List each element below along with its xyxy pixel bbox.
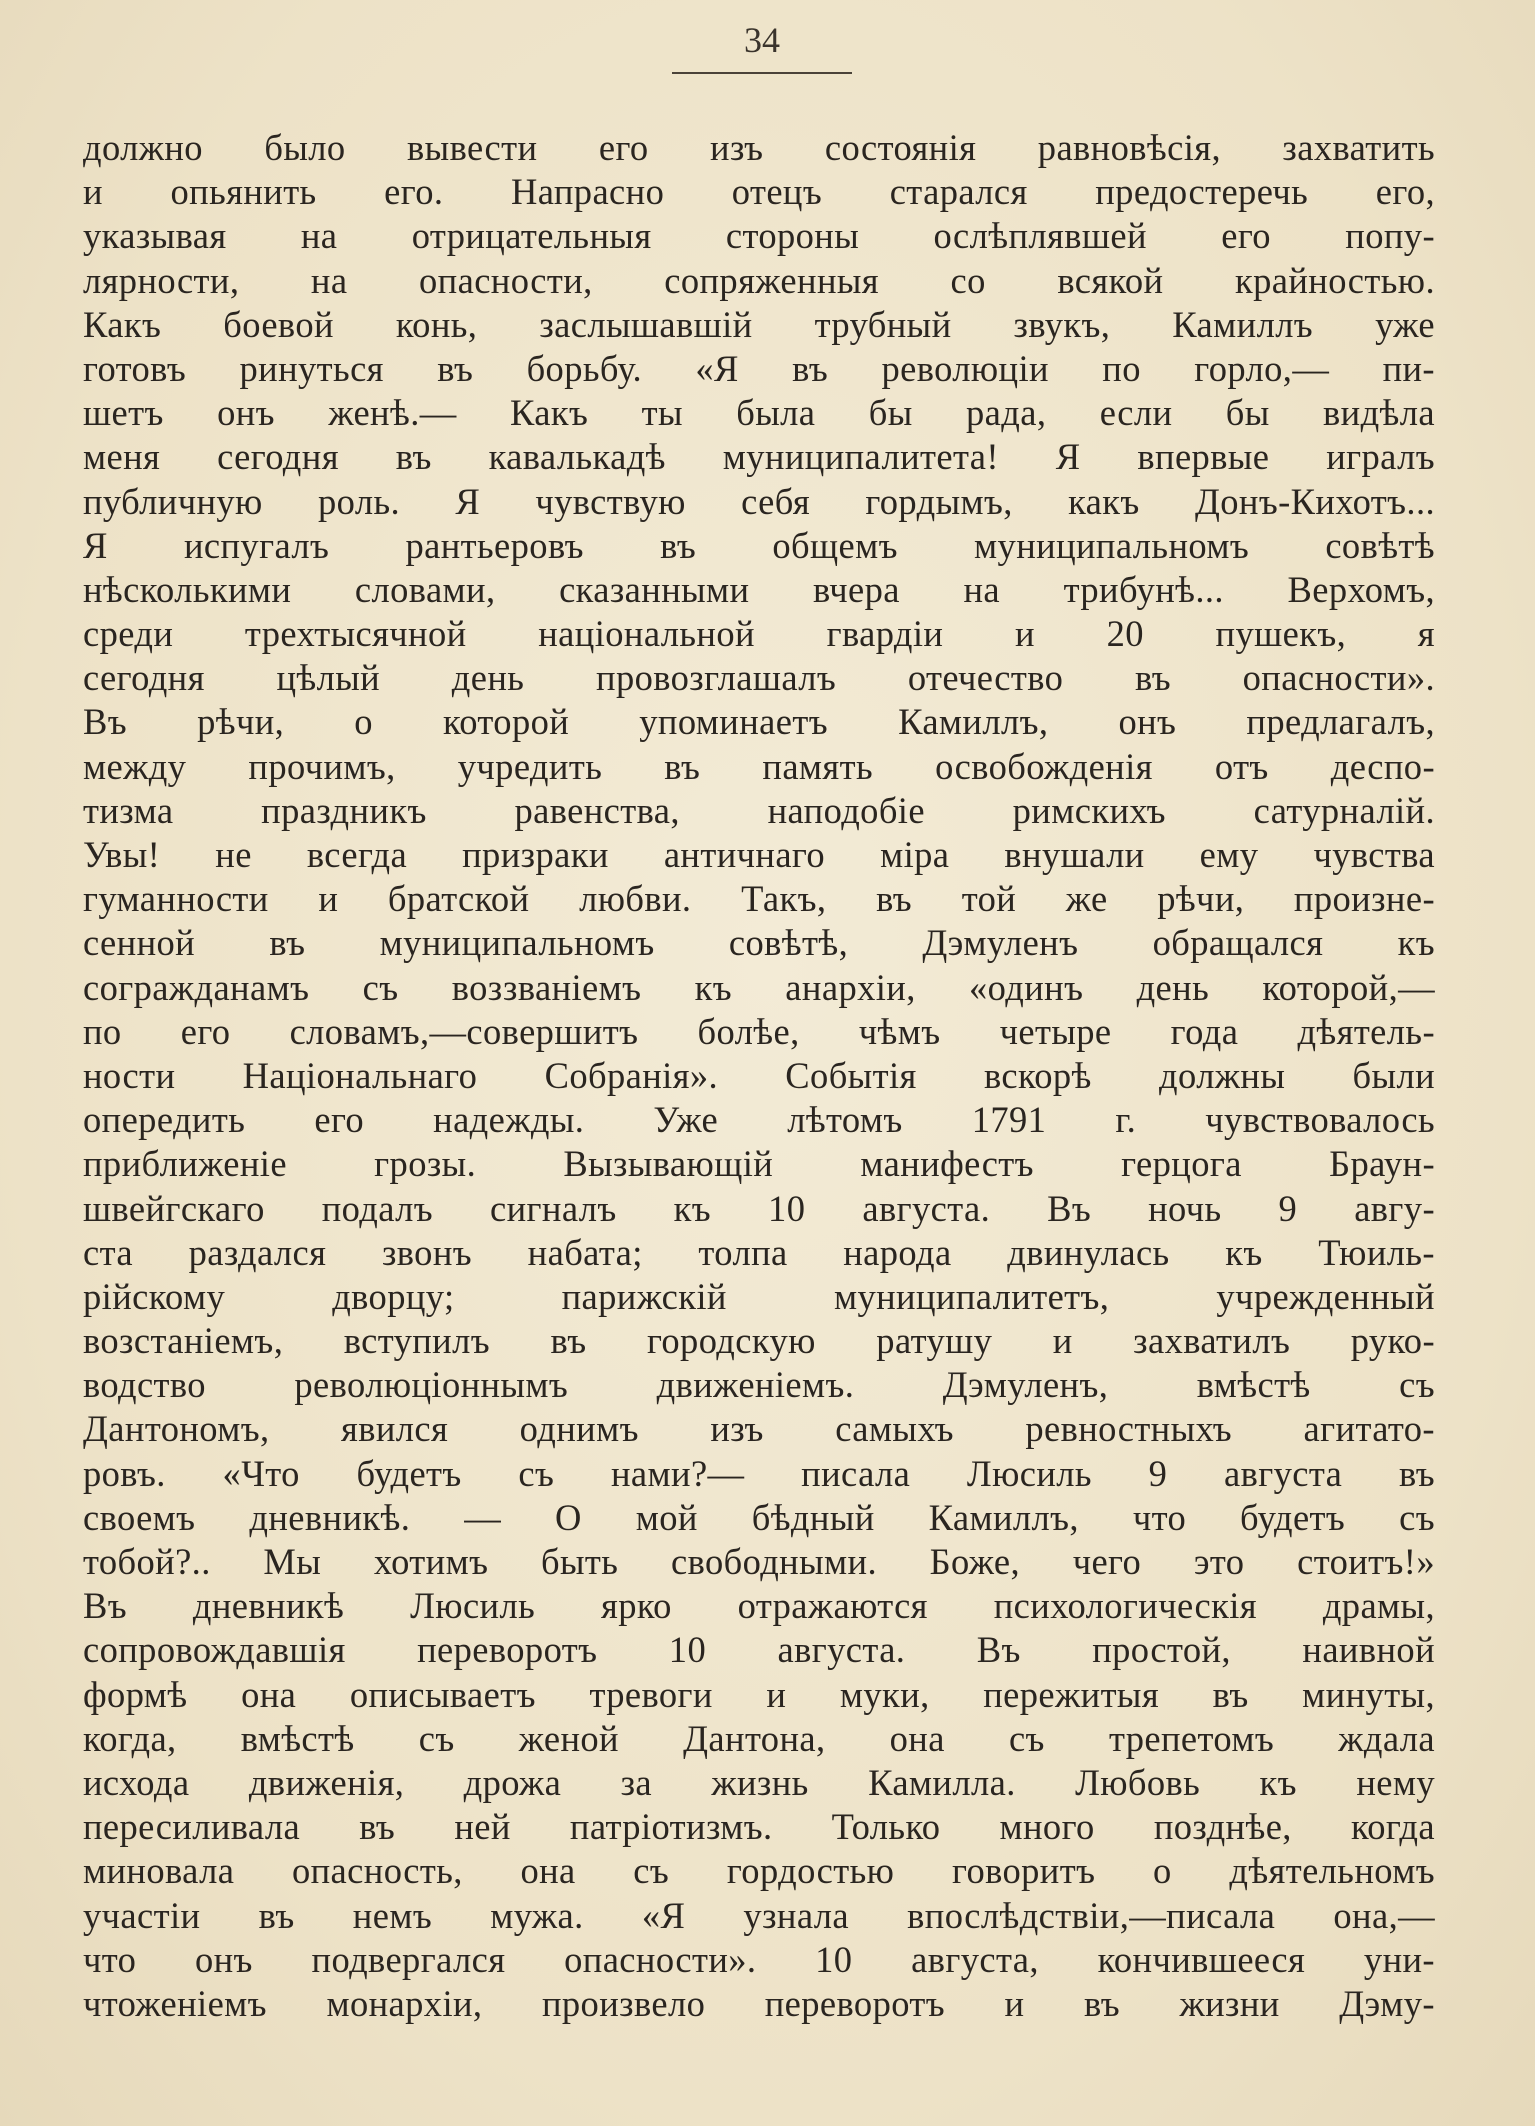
text-line: Какъ боевой конь, заслышавшій трубный звукъ, Камиллъ уже <box>83 303 1435 345</box>
text-line: среди трехтысячной національной гвардіи и 20 пушекъ, я <box>83 613 1435 655</box>
text-line: по его словамъ,—совершитъ болѣе, чѣмъ четыре года дѣятель- <box>83 1010 1435 1052</box>
body-text <box>83 126 1435 2026</box>
text-line: ста раздался звонъ набата; толпа народа двинулась къ Тюиль- <box>83 1231 1435 1273</box>
text-line: когда, вмѣстѣ съ женой Дантона, она съ трепетомъ ждала <box>83 1717 1435 1759</box>
text-line: должно было вывести его изъ состоянія равновѣсія, захватить <box>83 127 1435 168</box>
text-line: нѣсколькими словами, сказанными вчера на трибунѣ... Верхомъ, <box>83 568 1435 610</box>
text-line: готовъ ринуться въ борьбу. «Я въ революціи по горло,— пи- <box>83 347 1435 389</box>
text-line: сегодня цѣлый день провозглашалъ отечество въ опасности». <box>83 657 1435 699</box>
text-line: рійскому дворцу; парижскій муниципалитетъ, учрежденный <box>83 1275 1435 1317</box>
text-line: и опьянить его. Напрасно отецъ старался предостеречь его, <box>83 171 1435 213</box>
text-line: Въ дневникѣ Люсиль ярко отражаются психологическія драмы, <box>83 1585 1435 1627</box>
text-line: опередить его надежды. Уже лѣтомъ 1791 г. чувствовалось <box>83 1099 1435 1141</box>
text-line: исхода движенія, дрожа за жизнь Камилла. Любовь къ нему <box>83 1761 1435 1803</box>
text-line: формѣ она описываетъ тревоги и муки, пережитыя въ минуты, <box>83 1673 1435 1715</box>
text-line: Дантономъ, явился однимъ изъ самыхъ ревностныхъ агитато- <box>83 1408 1435 1450</box>
text-line: сенной въ муниципальномъ совѣтѣ, Дэмуленъ обращался къ <box>83 922 1435 964</box>
text-line: приближеніе грозы. Вызывающій манифестъ герцога Браун- <box>83 1143 1435 1185</box>
text-line: Я испугалъ рантьеровъ въ общемъ муниципальномъ совѣтѣ <box>83 524 1435 566</box>
text-line: швейгскаго подалъ сигналъ къ 10 августа. Въ ночь 9 авгу- <box>83 1187 1435 1229</box>
page-number: 34 <box>744 20 780 60</box>
text-line: Увы! не всегда призраки античнаго міра внушали ему чувства <box>83 834 1435 875</box>
text-line: шетъ онъ женѣ.— Какъ ты была бы рада, если бы видѣла <box>83 392 1435 434</box>
text-line: своемъ дневникѣ. — О мой бѣдный Камиллъ, что будетъ съ <box>83 1496 1435 1538</box>
text-line: миновала опасность, она съ гордостью говоритъ о дѣятельномъ <box>83 1850 1435 1892</box>
text-line: публичную роль. Я чувствую себя гордымъ, какъ Донъ-Кихотъ... <box>83 480 1435 522</box>
text-line: Въ рѣчи, о которой упоминаетъ Камиллъ, онъ предлагалъ, <box>83 701 1435 743</box>
text-line: указывая на отрицательныя стороны ослѣплявшей его попу- <box>83 215 1435 257</box>
text-line: между прочимъ, учредить въ память освобожденія отъ деспо- <box>83 745 1435 787</box>
text-line: согражданамъ съ воззваніемъ къ анархіи, «одинъ день которой,— <box>83 966 1435 1008</box>
text-line: ности Національнаго Собранія». Событія вскорѣ должны были <box>83 1054 1435 1096</box>
text-line: сопровождавшія переворотъ 10 августа. Въ простой, наивной <box>83 1629 1435 1671</box>
text-line: ровъ. «Что будетъ съ нами?— писала Люсиль 9 августа въ <box>83 1452 1435 1494</box>
text-line: тобой?.. Мы хотимъ быть свободными. Боже, чего это стоитъ!» <box>83 1541 1435 1582</box>
page-number-rule <box>672 72 852 74</box>
text-line: тизма праздникъ равенства, наподобіе римскихъ сатурналій. <box>83 789 1435 831</box>
text-line: лярности, на опасности, сопряженныя со всякой крайностью. <box>83 259 1435 301</box>
text-line: меня сегодня въ кавалькадѣ муниципалитета! Я впервые игралъ <box>83 436 1435 478</box>
text-line: участіи въ немъ мужа. «Я узнала впослѣдствіи,—писала она,— <box>83 1894 1435 1936</box>
text-line: гуманности и братской любви. Такъ, въ той же рѣчи, произне- <box>83 878 1435 920</box>
text-line: чтоженіемъ монархіи, произвело переворотъ и въ жизни Дэму- <box>83 1982 1435 2024</box>
text-line: что онъ подвергался опасности». 10 августа, кончившееся уни- <box>83 1938 1435 1980</box>
text-line: пересиливала въ ней патріотизмъ. Только много позднѣе, когда <box>83 1806 1435 1848</box>
text-line: возстаніемъ, вступилъ въ городскую ратушу и захватилъ руко- <box>83 1320 1435 1362</box>
text-line: водство революціоннымъ движеніемъ. Дэмуленъ, вмѣстѣ съ <box>83 1364 1435 1406</box>
